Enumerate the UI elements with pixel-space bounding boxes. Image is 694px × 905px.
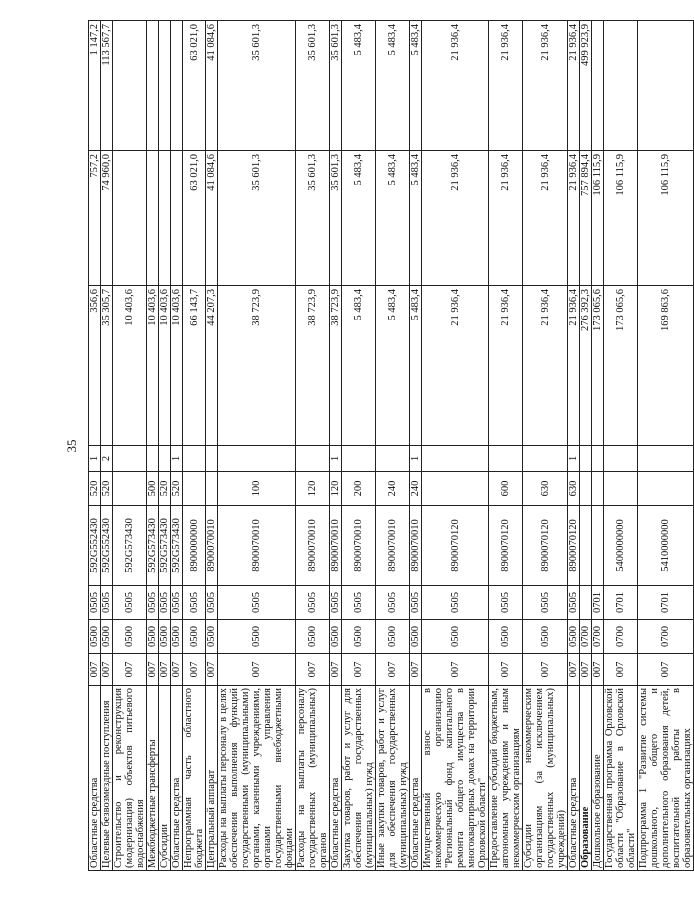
- target-item-cell: [580, 506, 592, 586]
- section-code-cell: 0500: [330, 620, 342, 654]
- fund-source-cell: 1: [410, 446, 422, 472]
- amount-year2-cell: 5 483,4: [410, 151, 422, 286]
- subsection-code-cell: 0505: [101, 586, 113, 620]
- expense-type-cell: 100: [218, 472, 296, 506]
- table-row: [342, 21, 376, 871]
- amount-year1-cell: 44 207,3: [206, 286, 218, 446]
- table-row: [113, 21, 147, 871]
- amount-year1-cell: 5 483,4: [376, 286, 410, 446]
- target-item-cell: 592G573430: [159, 506, 171, 586]
- amount-year1-cell: 173 065,6: [604, 286, 638, 446]
- expense-type-cell: [604, 472, 638, 506]
- expense-type-cell: [580, 472, 592, 506]
- subsection-code-cell: [580, 586, 592, 620]
- expense-type-cell: 520: [171, 472, 183, 506]
- fund-source-cell: [159, 446, 171, 472]
- fund-source-cell: [206, 446, 218, 472]
- amount-year1-cell: 356,6: [89, 286, 101, 446]
- amount-year2-cell: 35 601,3: [296, 151, 330, 286]
- subsection-code-cell: 0505: [489, 586, 523, 620]
- amount-year3-cell: 21 936,4: [523, 21, 568, 151]
- fund-source-cell: 2: [101, 446, 113, 472]
- target-item-cell: 592G552430: [101, 506, 113, 586]
- amount-year3-cell: 499 923,9: [580, 21, 592, 151]
- subsection-code-cell: 0505: [376, 586, 410, 620]
- amount-year1-cell: 21 936,4: [523, 286, 568, 446]
- row-name-cell: Областные средства: [89, 686, 101, 871]
- table-row: [638, 21, 694, 871]
- admin-code-cell: 007: [101, 654, 113, 686]
- target-item-cell: 8900070010: [376, 506, 410, 586]
- fund-source-cell: [422, 446, 489, 472]
- amount-year2-cell: 106 115,9: [638, 151, 694, 286]
- target-item-cell: 8900070010: [342, 506, 376, 586]
- admin-code-cell: 007: [592, 654, 604, 686]
- row-name-cell: Непрограммная часть областного бюджета: [183, 686, 206, 871]
- row-name-cell: Иные закупки товаров, работ и услуг для обеспечения государственных (муниципальных) нужд: [376, 686, 410, 871]
- row-name-cell: Имущественный взнос в некоммерческую организацию "Региональный фонд капитального ремонта общего имущества в многоквартирных домах на территории Орловской области": [422, 686, 489, 871]
- page-number: 35: [64, 439, 79, 453]
- admin-code-cell: 007: [568, 654, 580, 686]
- table-row: [147, 21, 159, 871]
- section-code-cell: 0500: [489, 620, 523, 654]
- row-name-cell: Образование: [580, 686, 592, 871]
- admin-code-cell: 007: [89, 654, 101, 686]
- row-name-cell: Расходы на выплаты персоналу государственных (муниципальных) органов: [296, 686, 330, 871]
- amount-year3-cell: 35 601,3: [330, 21, 342, 151]
- admin-code-cell: 007: [523, 654, 568, 686]
- fund-source-cell: [523, 446, 568, 472]
- row-name-cell: Строительство и реконструкция (модернизация) объектов питьевого водоснабжения: [113, 686, 147, 871]
- expense-type-cell: 200: [342, 472, 376, 506]
- fund-source-cell: 1: [568, 446, 580, 472]
- admin-code-cell: 007: [489, 654, 523, 686]
- target-item-cell: 8900070120: [489, 506, 523, 586]
- admin-code-cell: 007: [330, 654, 342, 686]
- expense-type-cell: [638, 472, 694, 506]
- table-body: [89, 21, 694, 871]
- admin-code-cell: 007: [183, 654, 206, 686]
- subsection-code-cell: 0505: [342, 586, 376, 620]
- section-code-cell: 0500: [296, 620, 330, 654]
- expense-type-cell: [592, 472, 604, 506]
- amount-year3-cell: [604, 21, 638, 151]
- subsection-code-cell: 0505: [206, 586, 218, 620]
- fund-source-cell: [147, 446, 159, 472]
- section-code-cell: 0500: [422, 620, 489, 654]
- target-item-cell: [592, 506, 604, 586]
- table-row: [206, 21, 218, 871]
- amount-year1-cell: 10 403,6: [147, 286, 159, 446]
- row-name-cell: Межбюджетные трансферты: [147, 686, 159, 871]
- admin-code-cell: 007: [171, 654, 183, 686]
- amount-year1-cell: 276 392,3: [580, 286, 592, 446]
- row-name-cell: Центральный аппарат: [206, 686, 218, 871]
- amount-year3-cell: 113 567,7: [101, 21, 113, 151]
- admin-code-cell: 007: [147, 654, 159, 686]
- table-row: [330, 21, 342, 871]
- amount-year2-cell: 35 601,3: [330, 151, 342, 286]
- amount-year3-cell: 5 483,4: [376, 21, 410, 151]
- amount-year3-cell: 63 021,0: [183, 21, 206, 151]
- amount-year1-cell: 35 305,7: [101, 286, 113, 446]
- table-row: [580, 21, 592, 871]
- fund-source-cell: [183, 446, 206, 472]
- expense-type-cell: [183, 472, 206, 506]
- admin-code-cell: 007: [376, 654, 410, 686]
- subsection-code-cell: 0505: [171, 586, 183, 620]
- target-item-cell: 5410000000: [638, 506, 694, 586]
- expense-type-cell: 240: [376, 472, 410, 506]
- section-code-cell: 0700: [638, 620, 694, 654]
- target-item-cell: 5400000000: [604, 506, 638, 586]
- admin-code-cell: 007: [604, 654, 638, 686]
- amount-year2-cell: [113, 151, 147, 286]
- amount-year3-cell: 5 483,4: [342, 21, 376, 151]
- amount-year1-cell: 10 403,6: [113, 286, 147, 446]
- table-row: [410, 21, 422, 871]
- admin-code-cell: 007: [410, 654, 422, 686]
- admin-code-cell: 007: [342, 654, 376, 686]
- subsection-code-cell: 0505: [218, 586, 296, 620]
- amount-year1-cell: 5 483,4: [342, 286, 376, 446]
- expense-type-cell: 630: [568, 472, 580, 506]
- amount-year1-cell: 173 065,6: [592, 286, 604, 446]
- row-name-cell: Закупка товаров, работ и услуг для обеспечения государственных (муниципальных) нужд: [342, 686, 376, 871]
- fund-source-cell: [580, 446, 592, 472]
- amount-year2-cell: 106 115,9: [592, 151, 604, 286]
- target-item-cell: 592G573430: [113, 506, 147, 586]
- subsection-code-cell: 0505: [159, 586, 171, 620]
- expense-type-cell: 600: [489, 472, 523, 506]
- amount-year2-cell: 5 483,4: [342, 151, 376, 286]
- amount-year1-cell: 10 403,6: [159, 286, 171, 446]
- fund-source-cell: 1: [330, 446, 342, 472]
- amount-year2-cell: 757 894,4: [580, 151, 592, 286]
- fund-source-cell: 1: [171, 446, 183, 472]
- expense-type-cell: [422, 472, 489, 506]
- amount-year2-cell: 74 960,0: [101, 151, 113, 286]
- table-row: [101, 21, 113, 871]
- amount-year3-cell: 5 483,4: [410, 21, 422, 151]
- amount-year3-cell: 21 936,4: [568, 21, 580, 151]
- section-code-cell: 0700: [592, 620, 604, 654]
- amount-year3-cell: [638, 21, 694, 151]
- table-row: [218, 21, 296, 871]
- subsection-code-cell: 0505: [410, 586, 422, 620]
- expense-type-cell: 520: [159, 472, 171, 506]
- row-name-cell: Целевые безвозмездные поступления: [101, 686, 113, 871]
- section-code-cell: 0500: [218, 620, 296, 654]
- amount-year3-cell: 35 601,3: [296, 21, 330, 151]
- subsection-code-cell: 0701: [638, 586, 694, 620]
- table-row: [376, 21, 410, 871]
- fund-source-cell: [376, 446, 410, 472]
- section-code-cell: 0500: [159, 620, 171, 654]
- row-name-cell: Расходы на выплаты персоналу в целях обеспечения выполнения функций государственными (муниципальными) органами, казенными учреждениями, органами управления государственными внебюджетными фондами: [218, 686, 296, 871]
- section-code-cell: 0500: [342, 620, 376, 654]
- table-row: [89, 21, 101, 871]
- amount-year2-cell: 21 936,4: [422, 151, 489, 286]
- target-item-cell: 592G552430: [89, 506, 101, 586]
- subsection-code-cell: 0701: [592, 586, 604, 620]
- fund-source-cell: [638, 446, 694, 472]
- admin-code-cell: 007: [218, 654, 296, 686]
- subsection-code-cell: 0505: [296, 586, 330, 620]
- amount-year2-cell: 21 936,4: [489, 151, 523, 286]
- amount-year2-cell: 757,2: [89, 151, 101, 286]
- target-item-cell: 8900000000: [183, 506, 206, 586]
- fund-source-cell: [113, 446, 147, 472]
- amount-year2-cell: 63 021,0: [183, 151, 206, 286]
- subsection-code-cell: 0505: [568, 586, 580, 620]
- admin-code-cell: 007: [206, 654, 218, 686]
- target-item-cell: 8900070120: [568, 506, 580, 586]
- table-row: [422, 21, 489, 871]
- section-code-cell: 0500: [523, 620, 568, 654]
- amount-year1-cell: 21 936,4: [568, 286, 580, 446]
- amount-year3-cell: [113, 21, 147, 151]
- amount-year1-cell: 38 723,9: [330, 286, 342, 446]
- row-name-cell: Субсидии: [159, 686, 171, 871]
- section-code-cell: 0500: [113, 620, 147, 654]
- expense-type-cell: 520: [101, 472, 113, 506]
- table-row: [489, 21, 523, 871]
- amount-year3-cell: 41 084,6: [206, 21, 218, 151]
- table-row: [568, 21, 580, 871]
- table-row: [171, 21, 183, 871]
- section-code-cell: 0500: [376, 620, 410, 654]
- target-item-cell: 592G573430: [171, 506, 183, 586]
- fund-source-cell: [489, 446, 523, 472]
- section-code-cell: 0500: [568, 620, 580, 654]
- row-name-cell: Субсидии некоммерческим организациям (за исключением государственных (муниципальных) учреждений): [523, 686, 568, 871]
- subsection-code-cell: 0505: [422, 586, 489, 620]
- rotated-page: [46, 21, 693, 871]
- target-item-cell: 8900070120: [523, 506, 568, 586]
- amount-year1-cell: 21 936,4: [422, 286, 489, 446]
- amount-year2-cell: [147, 151, 159, 286]
- section-code-cell: 0500: [147, 620, 159, 654]
- section-code-cell: 0500: [171, 620, 183, 654]
- section-code-cell: 0700: [580, 620, 592, 654]
- fund-source-cell: [218, 446, 296, 472]
- amount-year3-cell: [147, 21, 159, 151]
- amount-year1-cell: 10 403,6: [171, 286, 183, 446]
- fund-source-cell: [592, 446, 604, 472]
- row-name-cell: Дошкольное образование: [592, 686, 604, 871]
- amount-year2-cell: [159, 151, 171, 286]
- amount-year1-cell: 38 723,9: [218, 286, 296, 446]
- amount-year2-cell: [171, 151, 183, 286]
- table-row: [183, 21, 206, 871]
- amount-year1-cell: 66 143,7: [183, 286, 206, 446]
- subsection-code-cell: 0505: [147, 586, 159, 620]
- amount-year3-cell: [171, 21, 183, 151]
- amount-year2-cell: 35 601,3: [218, 151, 296, 286]
- target-item-cell: 8900070120: [422, 506, 489, 586]
- amount-year3-cell: 21 936,4: [422, 21, 489, 151]
- row-name-cell: Государственная программа Орловской области "Образование в Орловской области": [604, 686, 638, 871]
- expense-type-cell: 500: [147, 472, 159, 506]
- expense-type-cell: [206, 472, 218, 506]
- amount-year1-cell: 38 723,9: [296, 286, 330, 446]
- row-name-cell: Областные средства: [330, 686, 342, 871]
- admin-code-cell: 007: [638, 654, 694, 686]
- amount-year1-cell: 5 483,4: [410, 286, 422, 446]
- admin-code-cell: 007: [422, 654, 489, 686]
- subsection-code-cell: 0505: [523, 586, 568, 620]
- section-code-cell: 0500: [206, 620, 218, 654]
- row-name-cell: Областные средства: [171, 686, 183, 871]
- fund-source-cell: [296, 446, 330, 472]
- amount-year1-cell: 169 863,6: [638, 286, 694, 446]
- table-row: [296, 21, 330, 871]
- fund-source-cell: [604, 446, 638, 472]
- table-row: [523, 21, 568, 871]
- target-item-cell: 592G573430: [147, 506, 159, 586]
- amount-year3-cell: [159, 21, 171, 151]
- admin-code-cell: 007: [296, 654, 330, 686]
- amount-year2-cell: 21 936,4: [523, 151, 568, 286]
- target-item-cell: 8900070010: [218, 506, 296, 586]
- target-item-cell: 8900070010: [410, 506, 422, 586]
- amount-year2-cell: 5 483,4: [376, 151, 410, 286]
- table-row: [159, 21, 171, 871]
- expense-type-cell: 520: [89, 472, 101, 506]
- row-name-cell: Областные средства: [568, 686, 580, 871]
- amount-year3-cell: [592, 21, 604, 151]
- target-item-cell: 8900070010: [296, 506, 330, 586]
- row-name-cell: Предоставление субсидий бюджетным, автономным учреждениям и иным некоммерческим организациям: [489, 686, 523, 871]
- amount-year3-cell: 21 936,4: [489, 21, 523, 151]
- row-name-cell: Подпрограмма 1 "Развитие системы дошкольного, общего и дополнительного образования детей, воспитательной работы в образовательных организациях: [638, 686, 694, 871]
- subsection-code-cell: 0701: [604, 586, 638, 620]
- amount-year1-cell: 21 936,4: [489, 286, 523, 446]
- target-item-cell: 8900070010: [330, 506, 342, 586]
- amount-year2-cell: 41 084,6: [206, 151, 218, 286]
- amount-year2-cell: 21 936,4: [568, 151, 580, 286]
- amount-year2-cell: 106 115,9: [604, 151, 638, 286]
- section-code-cell: 0500: [410, 620, 422, 654]
- expense-type-cell: 240: [410, 472, 422, 506]
- section-code-cell: 0500: [101, 620, 113, 654]
- budget-table: [88, 20, 694, 871]
- subsection-code-cell: 0505: [330, 586, 342, 620]
- section-code-cell: 0500: [183, 620, 206, 654]
- expense-type-cell: 120: [296, 472, 330, 506]
- expense-type-cell: 630: [523, 472, 568, 506]
- expense-type-cell: 120: [330, 472, 342, 506]
- subsection-code-cell: 0505: [113, 586, 147, 620]
- target-item-cell: 8900070010: [206, 506, 218, 586]
- expense-type-cell: [113, 472, 147, 506]
- subsection-code-cell: 0505: [89, 586, 101, 620]
- admin-code-cell: 007: [159, 654, 171, 686]
- table-row: [604, 21, 638, 871]
- section-code-cell: 0700: [604, 620, 638, 654]
- fund-source-cell: [342, 446, 376, 472]
- amount-year3-cell: 35 601,3: [218, 21, 296, 151]
- subsection-code-cell: 0505: [183, 586, 206, 620]
- section-code-cell: 0500: [89, 620, 101, 654]
- amount-year3-cell: 1 147,2: [89, 21, 101, 151]
- admin-code-cell: 007: [113, 654, 147, 686]
- row-name-cell: Областные средства: [410, 686, 422, 871]
- fund-source-cell: 1: [89, 446, 101, 472]
- admin-code-cell: 007: [580, 654, 592, 686]
- table-row: [592, 21, 604, 871]
